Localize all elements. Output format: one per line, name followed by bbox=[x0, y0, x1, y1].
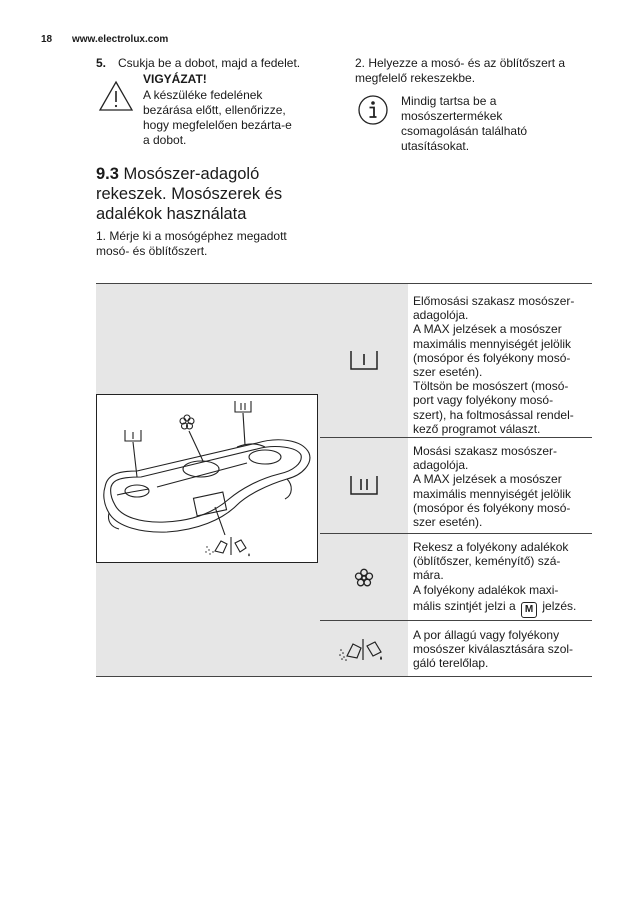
section-number: 9.3 bbox=[96, 165, 119, 183]
section-title: 9.3 Mosószer-adagoló rekeszek. Mosószerek és adalékok használata bbox=[96, 165, 283, 223]
flower-softener-icon bbox=[354, 568, 374, 588]
row-divider bbox=[320, 533, 592, 534]
step-5-number: 5. bbox=[96, 56, 107, 70]
max-m-badge: M bbox=[521, 602, 537, 618]
warning-text: A készüléke fedelének bezárása előtt, ellenőrizze, hogy megfelelően bezárta-e a dobot. bbox=[143, 88, 292, 147]
step-1-text: 1. Mérje ki a mosógéphez megadott mosó- és öblítőszert. bbox=[96, 229, 287, 258]
table-bottom-border bbox=[96, 676, 592, 677]
row-divider bbox=[320, 620, 592, 621]
row-divider bbox=[320, 437, 592, 438]
warning-title: VIGYÁZAT! bbox=[143, 72, 207, 86]
powder-liquid-flap-icon bbox=[337, 636, 387, 662]
prewash-compartment-icon bbox=[349, 349, 379, 371]
step-5-text: Csukja be a dobot, majd a fedelet. bbox=[118, 56, 301, 70]
row-1-description: Előmosási szakasz mosószer- adagolója. A MAX jelzések a mosószer maximális mennyiségét jelölik (mosópor és folyékony mosó- szer esetén). Töltsön be mosószert (mosó- port vagy folyékony mosó- szert), ha foltmosással rendel- kező programot választ. bbox=[413, 294, 575, 436]
step-2-text: 2. Helyezze a mosó- és az öblítőszert a megfelelő rekeszekbe. bbox=[355, 56, 566, 85]
row-2-description: Mosási szakasz mosószer- adagolója. A MAX jelzések a mosószer maximális mennyiségét jelölik (mosópor és folyékony mosó- szer esetén). bbox=[413, 444, 572, 530]
info-text: Mindig tartsa be a mosószertermékek csomagolásán található utasításokat. bbox=[401, 94, 528, 153]
page-number: 18 bbox=[41, 34, 53, 45]
detergent-dispenser-drawing bbox=[97, 395, 317, 562]
dispenser-illustration-frame bbox=[96, 394, 318, 563]
main-wash-compartment-icon bbox=[349, 474, 379, 496]
website-url: www.electrolux.com bbox=[72, 34, 169, 45]
row-3-description: Rekesz a folyékony adalékok (öblítőszer, keményítő) szá- mára. A folyékony adalékok maxi- mális szintjét jelzi a M jelzés. bbox=[413, 540, 591, 618]
row-4-description: A por állagú vagy folyékony mosószer kiválasztására szol- gáló terelőlap. bbox=[413, 628, 574, 671]
info-icon bbox=[357, 94, 389, 126]
warning-triangle-icon bbox=[98, 80, 134, 112]
